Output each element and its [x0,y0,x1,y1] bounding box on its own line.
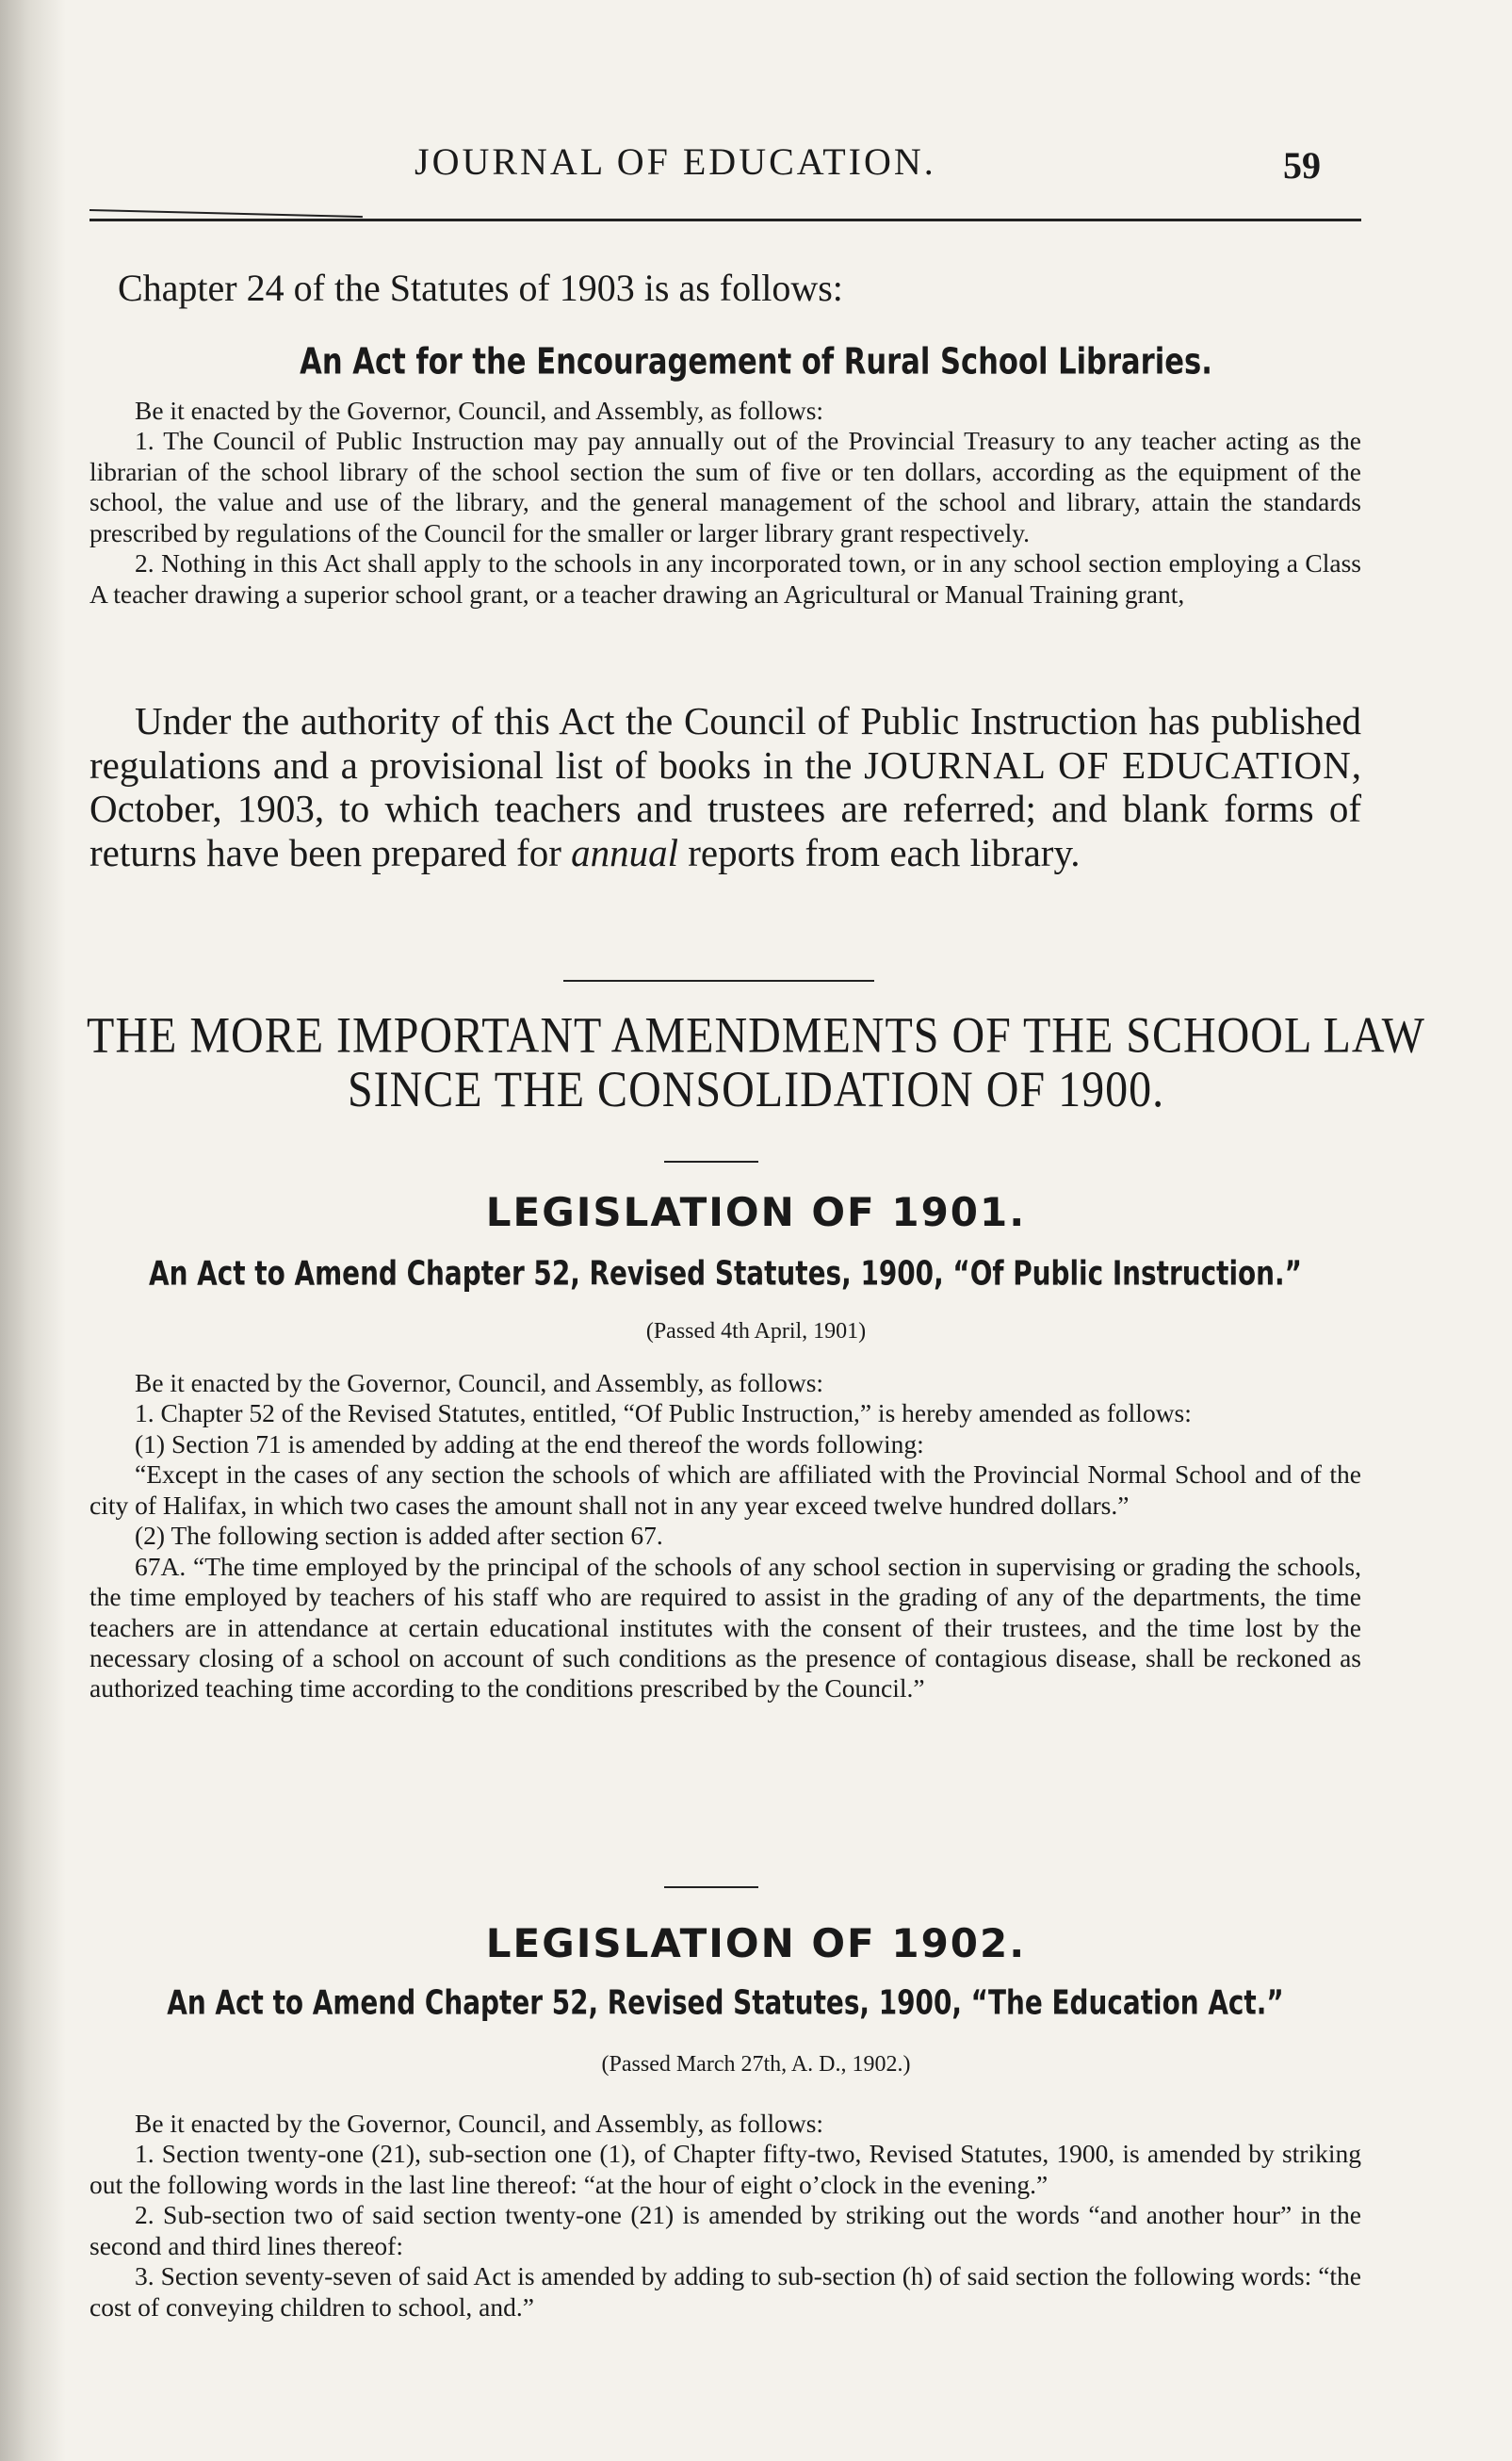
legislation-1901-passed: (Passed 4th April, 1901) [645,1319,867,1344]
authority-text-2: , October, 1903, to which teachers and trustees are referred; and blank forms of returns have been prepared for [89,742,1361,875]
leg-1901-subsection-1-quote: “Except in the cases of any section the schools of which are affiliated with the Provincial Normal School and of the city of Halifax, in which two cases the amount shall not in any year exceed twelve hundred dollars.” [89,1459,1361,1520]
leg-1902-enact: Be it enacted by the Governor, Council, and Assembly, as follows: [135,2109,824,2138]
amendments-title-line-2: SINCE THE CONSOLIDATION OF 1900. [347,1061,1165,1117]
header-rule [89,219,1361,221]
legislation-1902-heading: LEGISLATION OF 1902. [485,1920,1027,1966]
leg-1902-section-1: 1. Section twenty-one (21), sub-section one (1), of Chapter fifty-two, Revised Statutes, 1900, is amended by striking out the following words in the last line thereof: “at the hour of eight o’clock in the evening.” [89,2139,1361,2199]
leg-1901-section-67a: 67A. “The time employed by the principal of the schools of any school section in supervising or grading the schools, the time employed by teachers of his staff who are required to assist in the grading of any of the departments, the time teachers are in attendance at certain educational institutes with the consent of their trustees, and the time lost by the necessary closing of a school on account of such conditions as the presence of contagious disease, shall be reckoned as authorized teaching time according to the conditions prescribed by the Council.” [89,1551,1361,1703]
legislation-1901-heading: LEGISLATION OF 1901. [485,1189,1027,1235]
legislation-1902-act: An Act to Amend Chapter 52, Revised Statutes, 1900, “The Education Act.” [167,1983,1284,2023]
legislation-1902-passed: (Passed March 27th, A. D., 1902.) [601,2052,911,2077]
act-1903-section-1: 1. The Council of Public Instruction may pay annually out of the Provincial Treasury to any teacher acting as the librarian of the school library of the school section the sum of five or ten dollars, according as the equipment of the school, the value and use of the library, and the general management of the school and library, attain the standards prescribed by regulations of the Council for the smaller or larger library grant respectively. [89,426,1361,547]
chapter-intro: Chapter 24 of the Statutes of 1903 is as follows: [118,267,843,309]
authority-paragraph [89,699,1361,875]
leg-1902-section-3: 3. Section seventy-seven of said Act is amended by adding to sub-section (h) of said section the following words: “the cost of conveying children to school, and.” [89,2261,1361,2322]
leg-1901-section-1: 1. Chapter 52 of the Revised Statutes, entitled, “Of Public Instruction,” is hereby amended as follows: [135,1398,1192,1428]
act-1903-title: An Act for the Encouragement of Rural School Libraries. [300,340,1212,383]
act-1903-section-2: 2. Nothing in this Act shall apply to the schools in any incorporated town, or in any school section employing a Class A teacher drawing a superior school grant, or a teacher drawing an Agricultural or Manual Training grant, [89,548,1361,609]
running-title: JOURNAL OF EDUCATION. [415,140,936,183]
leg-1901-subsection-2: (2) The following section is added after section 67. [135,1521,663,1551]
section-divider-3 [664,1886,758,1888]
authority-text-3: reports from each library. [688,831,1081,875]
page-number: 59 [1283,144,1321,187]
legislation-1902-body [89,2109,1361,2322]
act-1903-enact: Be it enacted by the Governor, Council, and Assembly, as follows: [135,396,824,425]
header-rule-short [89,209,363,218]
amendments-title-line-1: THE MORE IMPORTANT AMENDMENTS OF THE SCHOOL LAW [87,1007,1425,1065]
section-divider-1 [563,980,874,982]
legislation-1901-body [89,1368,1361,1704]
annual-emphasis: annual [571,831,679,875]
amendments-title [0,1007,1512,1117]
act-1903-body [89,396,1361,610]
legislation-1901-act: An Act to Amend Chapter 52, Revised Statutes, 1900, “Of Public Instruction.” [149,1254,1302,1294]
authority-text-1: Under the authority of this Act the Council of Public Instruction has published regulations and a provisional list of books in the [89,699,1361,787]
leg-1901-enact: Be it enacted by the Governor, Council, and Assembly, as follows: [135,1368,824,1397]
journal-name: JOURNAL OF EDUCATION [864,742,1352,787]
section-divider-2 [664,1161,758,1163]
leg-1901-subsection-1: (1) Section 71 is amended by adding at the end thereof the words following: [135,1428,924,1459]
leg-1902-section-2: 2. Sub-section two of said section twenty-one (21) is amended by striking out the words “and another hour” in the second and third lines thereof: [89,2200,1361,2260]
